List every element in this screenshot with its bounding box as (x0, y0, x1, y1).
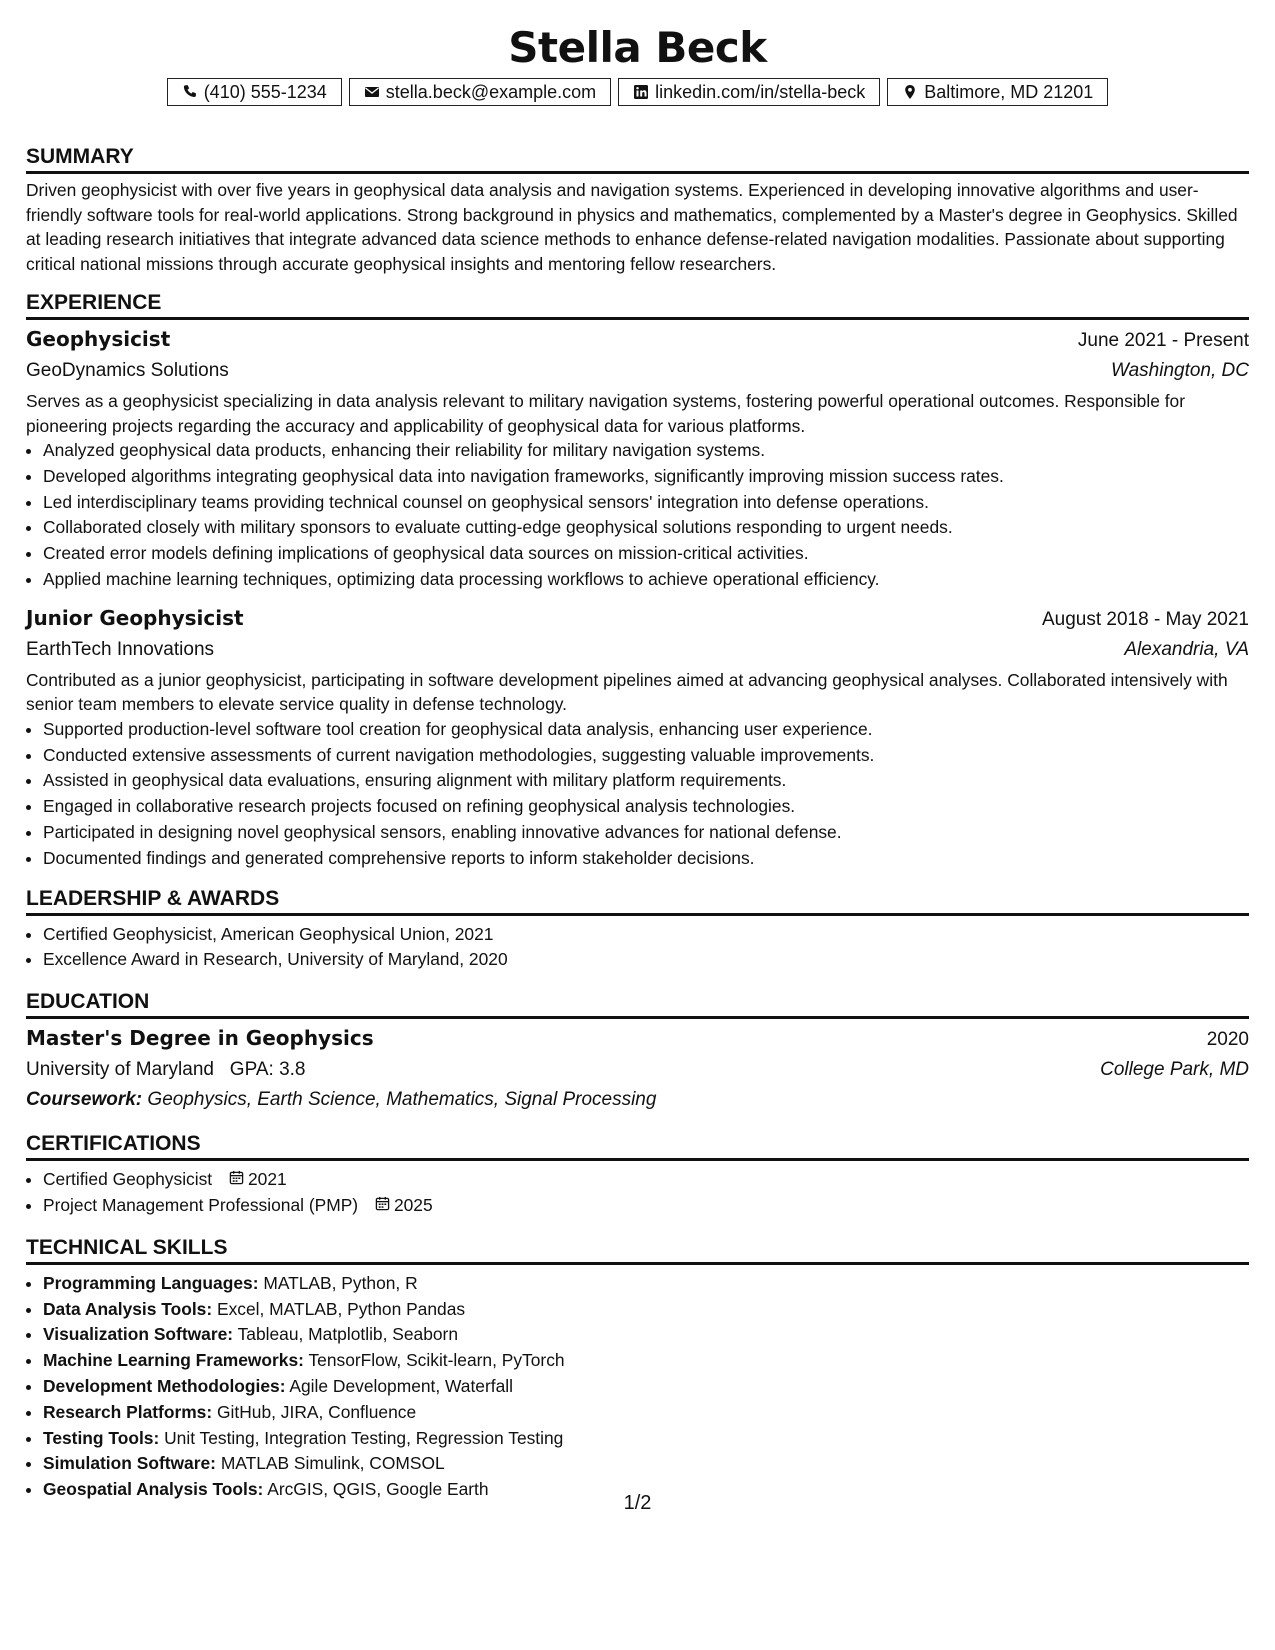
list-item: • Certified Geophysicist, American Geophysical Union, 2021 (43, 922, 1249, 948)
leadership-section (26, 886, 1249, 974)
list-item (43, 1400, 1249, 1426)
contact-phone[interactable] (167, 78, 342, 106)
list-item: • Supported production-level software tool creation for geophysical data analysis, enhancing user experience. (43, 717, 1249, 743)
job-title: Junior Geophysicist (26, 605, 244, 630)
job-location: Washington, DC (1111, 360, 1249, 381)
list-item: • Assisted in geophysical data evaluations, ensuring alignment with military platform requirements. (43, 768, 1249, 794)
degree-title: Master's Degree in Geophysics (26, 1026, 374, 1051)
job-date: August 2018 - May 2021 (1041, 608, 1249, 630)
envelope-icon (364, 84, 380, 100)
email-text: stella.beck@example.com (385, 82, 597, 102)
page-number: 1/2 (623, 1492, 652, 1514)
list-item: • Engaged in collaborative research projects focused on refining geophysical analysis technologies. (43, 794, 1249, 820)
gpa: GPA: 3.8 (229, 1059, 306, 1081)
skill-label: Programming Languages: (43, 1272, 259, 1293)
list-item: • Applied machine learning techniques, optimizing data processing workflows to achieve operational efficiency. (43, 567, 1249, 593)
list-item: • Created error models defining implications of geophysical data sources on mission-critical activities. (43, 541, 1249, 567)
leadership-heading: LEADERSHIP & AWARDS (26, 886, 1249, 916)
coursework-line (26, 1085, 1249, 1115)
education-section (26, 989, 1249, 1115)
cert-date (375, 1193, 433, 1219)
job-title: Geophysicist (26, 327, 171, 351)
skill-value: MATLAB Simulink, COMSOL (220, 1453, 445, 1474)
list-item (43, 1297, 1249, 1323)
experience-section (26, 290, 1249, 872)
phone-text: (410) 555-1234 (203, 82, 327, 102)
cert-name: Project Management Professional (PMP) (43, 1194, 359, 1215)
job-description: Serves as a geophysicist specializing in data analysis relevant to military navigation systems, fostering powerful operational outcomes. Responsible for pioneering projects regarding the accuracy and applicability of geophysical data for various platforms. (26, 391, 1185, 436)
skills-heading: TECHNICAL SKILLS (26, 1235, 1249, 1265)
linkedin-text: linkedin.com/in/stella-beck (655, 82, 866, 102)
job-date: June 2021 - Present (1077, 330, 1249, 351)
certifications-heading: CERTIFICATIONS (26, 1131, 1249, 1161)
list-item: • Conducted extensive assessments of current navigation methodologies, suggesting valuable improvements. (43, 743, 1249, 769)
summary-text: Driven geophysicist with over five years in geophysical data analysis and navigation systems. Experienced in developing innovative algorithms and user-friendly software tools for real-world applications. Strong background in physics and mathematics, complemented by a Master's degree in Geophysics. Skilled at leading research initiatives that integrate advanced data science methods to enhance defense-related navigation modalities. Passionate about supporting critical national missions through accurate geophysical insights and mentoring fellow researchers. (26, 180, 1238, 274)
cert-date (229, 1167, 287, 1193)
skill-value: Excel, MATLAB, Python Pandas (216, 1298, 466, 1319)
list-item (43, 1271, 1249, 1297)
job-description: Contributed as a junior geophysicist, participating in software development pipelines aimed at advancing geophysical analyses. Collaborated intensively with senior team members to elevate service quality in defense technology. (26, 669, 1228, 715)
job-company: EarthTech Innovations (26, 638, 215, 660)
skill-label: Machine Learning Frameworks: (43, 1350, 304, 1371)
list-item: • Participated in designing novel geophysical sensors, enabling innovative advances for national defense. (43, 820, 1249, 846)
summary-heading: SUMMARY (26, 144, 1249, 174)
list-item (43, 1348, 1249, 1374)
calendar-icon (229, 1167, 244, 1193)
list-item (43, 1451, 1249, 1477)
list-item: • Documented findings and generated comprehensive reports to inform stakeholder decisions. (43, 846, 1249, 872)
cert-name: Certified Geophysicist (43, 1169, 213, 1190)
skill-value: GitHub, JIRA, Confluence (217, 1401, 417, 1422)
skill-label: Geospatial Analysis Tools: (43, 1479, 264, 1500)
school-location: College Park, MD (1100, 1059, 1249, 1081)
job-location: Alexandria, VA (1124, 638, 1249, 660)
skill-label: Data Analysis Tools: (43, 1298, 213, 1319)
skill-label: Visualization Software: (43, 1324, 234, 1345)
list-item (43, 1193, 1249, 1219)
degree-year: 2020 (1206, 1029, 1249, 1051)
education-heading: EDUCATION (26, 989, 1249, 1019)
calendar-icon (375, 1193, 390, 1219)
contact-email[interactable] (349, 78, 611, 106)
coursework-text: Geophysics, Earth Science, Mathematics, Signal Processing (147, 1089, 657, 1111)
certifications-section (26, 1131, 1249, 1219)
map-pin-icon (902, 84, 918, 100)
skills-list (26, 1271, 1249, 1503)
job-entry (26, 324, 1249, 593)
cert-year: 2021 (248, 1169, 287, 1190)
skills-section (26, 1235, 1249, 1503)
list-item (43, 1322, 1249, 1348)
coursework-label: Coursework: (26, 1089, 143, 1111)
list-item: • Developed algorithms integrating geophysical data into navigation frameworks, significantly improving mission success rates. (43, 464, 1249, 490)
school-line (26, 1055, 305, 1085)
skill-value: Unit Testing, Integration Testing, Regression Testing (164, 1427, 564, 1448)
list-item (43, 1374, 1249, 1400)
experience-heading: EXPERIENCE (26, 290, 1249, 320)
skill-label: Simulation Software: (43, 1453, 216, 1474)
list-item: • Collaborated closely with military sponsors to evaluate cutting-edge geophysical solutions responding to urgent needs. (43, 515, 1249, 541)
skill-value: ArcGIS, QGIS, Google Earth (267, 1479, 489, 1500)
linkedin-icon (633, 84, 649, 100)
skill-label: Research Platforms: (43, 1401, 213, 1422)
job-bullets (26, 717, 1249, 872)
skill-value: Agile Development, Waterfall (289, 1375, 514, 1396)
skill-value: TensorFlow, Scikit-learn, PyTorch (308, 1350, 565, 1371)
list-item (43, 1426, 1249, 1452)
candidate-name: Stella Beck (508, 23, 767, 72)
certifications-list (26, 1167, 1249, 1219)
job-bullets (26, 438, 1249, 593)
cert-year: 2025 (393, 1194, 433, 1215)
list-item: • Analyzed geophysical data products, enhancing their reliability for military navigation systems. (43, 438, 1249, 464)
list-item (43, 1167, 1249, 1193)
skill-value: MATLAB, Python, R (263, 1272, 418, 1293)
skill-label: Development Methodologies: (43, 1375, 286, 1396)
contact-linkedin[interactable] (618, 78, 880, 106)
list-item: • Excellence Award in Research, University of Maryland, 2020 (43, 947, 1249, 973)
school-name: University of Maryland (26, 1059, 214, 1081)
skill-label: Testing Tools: (43, 1427, 160, 1448)
list-item: • Led interdisciplinary teams providing technical counsel on geophysical sensors' integration into defense operations. (43, 490, 1249, 516)
contact-bar (26, 78, 1249, 106)
contact-location[interactable] (887, 78, 1108, 106)
job-entry (26, 603, 1249, 872)
location-text: Baltimore, MD 21201 (924, 82, 1094, 102)
job-company: GeoDynamics Solutions (26, 360, 229, 381)
phone-icon (182, 84, 198, 100)
leadership-list (26, 922, 1249, 974)
skill-value: Tableau, Matplotlib, Seaborn (237, 1324, 459, 1345)
summary-section (26, 144, 1249, 276)
